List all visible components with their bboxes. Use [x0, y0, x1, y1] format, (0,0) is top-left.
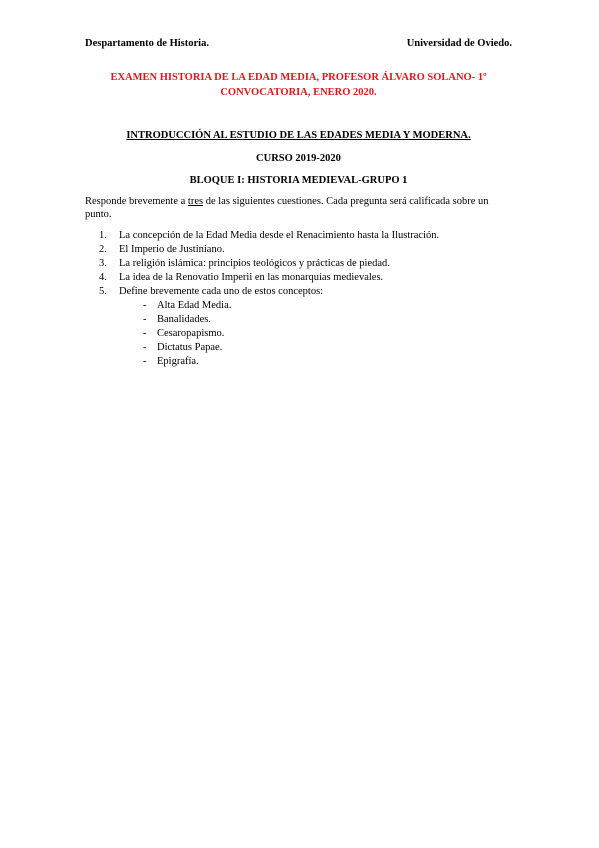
question-text: Define brevemente cada uno de estos conceptos: [119, 286, 324, 297]
question-number-wrap [85, 271, 119, 285]
concept-item [85, 341, 515, 355]
question-number: 1. [99, 230, 107, 241]
question-number: 4. [99, 272, 107, 283]
concept-bullet: - [143, 342, 147, 353]
question-item [85, 271, 515, 285]
question-text: La idea de la Renovatio Imperii en las monarquías medievales. [119, 272, 384, 283]
concept-item [85, 355, 515, 369]
concept-list [85, 299, 515, 369]
department-name: Despartamento de Historia. [85, 38, 209, 49]
question-text: La concepción de la Edad Media desde el Renacimiento hasta la Ilustración. [119, 230, 440, 241]
question-item [85, 257, 515, 271]
question-number-wrap [85, 257, 119, 271]
instructions-after: de las siguientes cuestiones. Cada pregunta será calificada sobre un punto. [85, 196, 489, 220]
exam-title-line-1: EXAMEN HISTORIA DE LA EDAD MEDIA, PROFESOR ÁLVARO SOLANO- 1º [110, 72, 487, 83]
block-title: BLOQUE I: HISTORIA MEDIEVAL-GRUPO 1 [189, 175, 408, 186]
question-number-wrap [85, 229, 119, 243]
concept-bullet: - [143, 356, 147, 367]
university-name: Universidad de Oviedo. [406, 38, 512, 49]
question-text: El Imperio de Justiniano. [119, 244, 225, 255]
concept-text: Alta Edad Media. [157, 300, 232, 311]
instructions-paragraph [85, 195, 515, 221]
concept-bullet: - [143, 328, 147, 339]
exam-title-line-2: CONVOCATORIA, ENERO 2020. [220, 87, 377, 98]
question-item [85, 285, 515, 299]
concept-bullet: - [143, 314, 147, 325]
concept-text: Dictatus Papae. [157, 342, 223, 353]
concept-item [85, 313, 515, 327]
page-header [85, 38, 512, 49]
course-year: CURSO 2019-2020 [256, 153, 341, 164]
question-number: 5. [99, 286, 107, 297]
question-item [85, 243, 515, 257]
concept-text: Banalidades. [157, 314, 211, 325]
question-number: 2. [99, 244, 107, 255]
question-item [85, 229, 515, 243]
subject-title: INTRODUCCIÓN AL ESTUDIO DE LAS EDADES MEDIA Y MODERNA. [126, 130, 471, 141]
question-number-wrap [85, 243, 119, 257]
exam-title [85, 70, 512, 100]
concept-bullet: - [143, 300, 147, 311]
question-list [85, 229, 515, 369]
instructions-emphasis: tres [187, 196, 204, 207]
concept-item [85, 299, 515, 313]
concept-item [85, 327, 515, 341]
question-number: 3. [99, 258, 107, 269]
concept-text: Cesaropapismo. [157, 328, 225, 339]
question-number-wrap [85, 285, 119, 299]
concept-text: Epigrafía. [157, 356, 199, 367]
instructions-before: Responde brevemente a [85, 196, 188, 207]
question-text: La religión islámica: principios teológicos y prácticas de piedad. [119, 258, 390, 269]
